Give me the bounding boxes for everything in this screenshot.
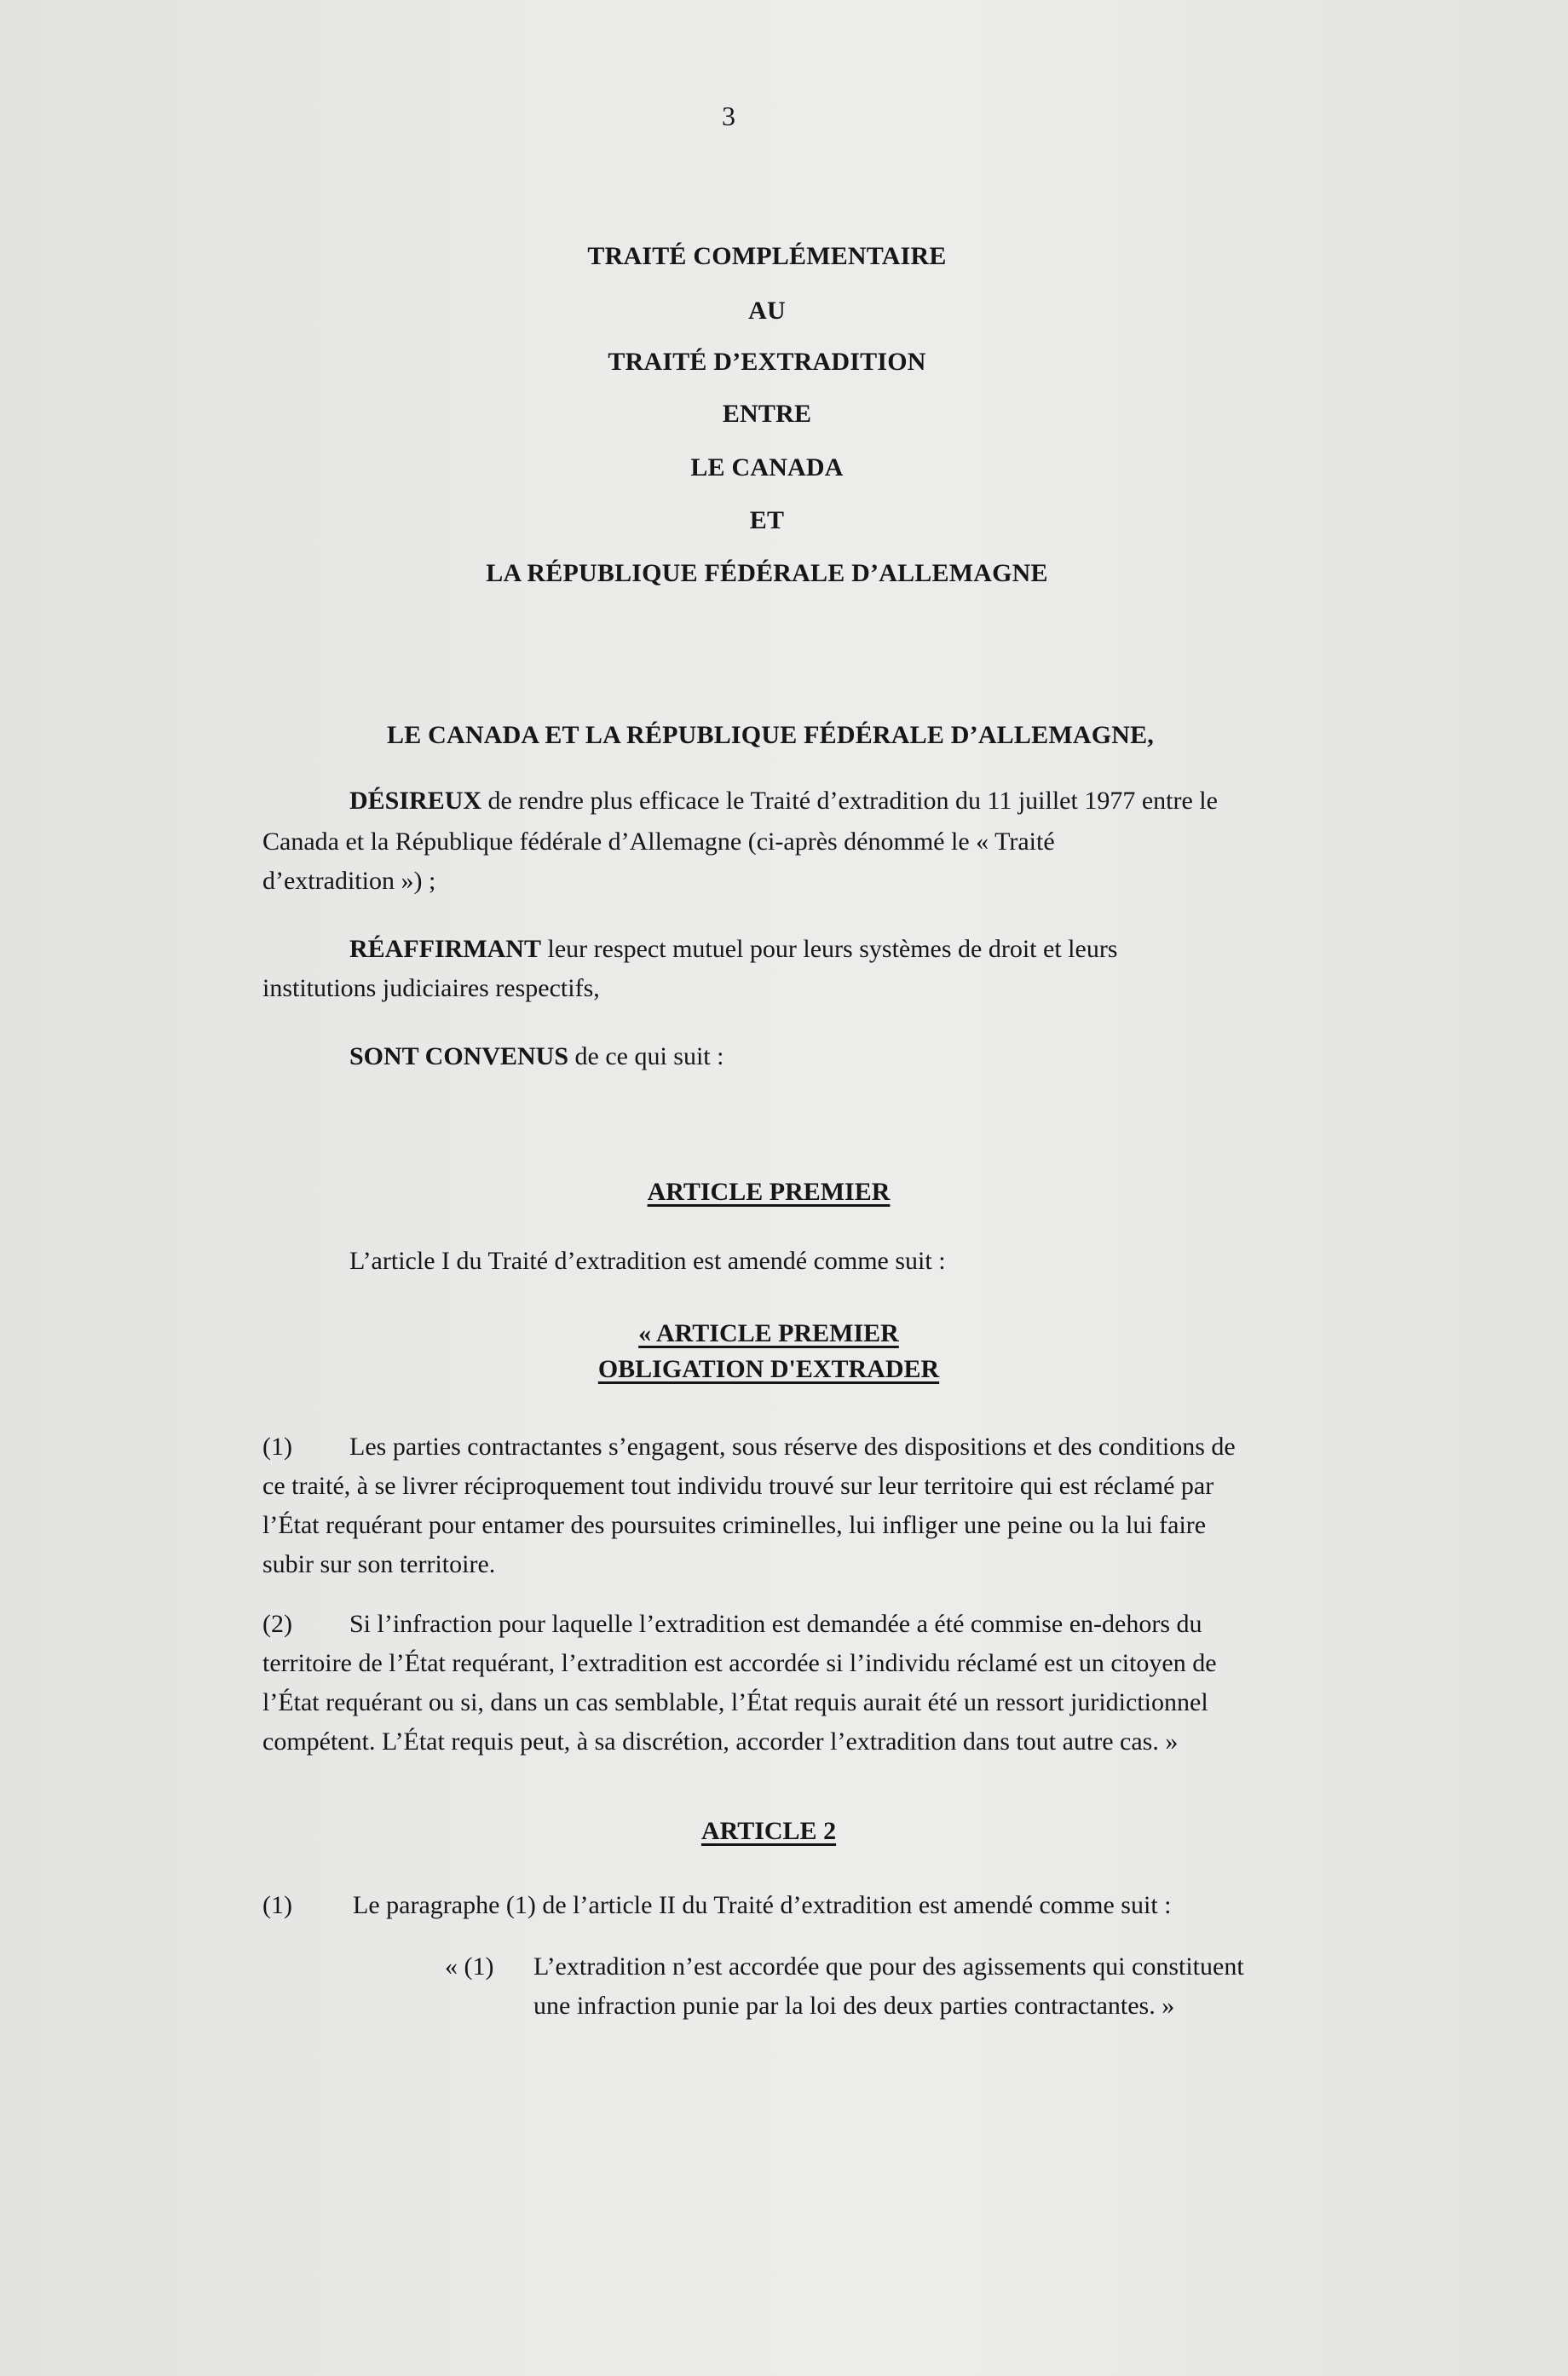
title-line-4: ENTRE: [722, 400, 812, 428]
title-line-3: TRAITÉ D’EXTRADITION: [608, 348, 926, 376]
article-2-quoted-number: « (1): [445, 1952, 494, 1981]
reaffirmant-keyword: RÉAFFIRMANT: [349, 935, 541, 963]
sont-convenus-keyword: SONT CONVENUS: [349, 1042, 569, 1070]
reaffirmant-line-1: [349, 931, 1117, 968]
page-number: 3: [722, 101, 735, 131]
quoted-article-subheading: OBLIGATION D'EXTRADER: [597, 1355, 940, 1383]
desireux-line-3: d’extradition ») ;: [262, 867, 436, 895]
article-1-para-2-line-3: l’État requérant ou si, dans un cas semblable, l’État requis aurait été un ressort juridictionnel: [262, 1688, 1208, 1716]
article-2-quoted-line-2: une infraction punie par la loi des deux parties contractantes. »: [533, 1992, 1175, 2020]
article-1-para-1-number: (1): [262, 1433, 292, 1461]
article-1-para-2-line-4: compétent. L’État requis peut, à sa discrétion, accorder l’extradition dans tout autre cas. »: [262, 1727, 1179, 1756]
article-1-para-1-line-1: Les parties contractantes s’engagent, sous réserve des dispositions et des conditions de: [349, 1433, 1236, 1461]
article-1-para-2-line-1: Si l’infraction pour laquelle l’extradition est demandée a été commise en-dehors du: [349, 1610, 1202, 1638]
article-2-heading: ARTICLE 2: [700, 1817, 837, 1845]
article-1-para-2-number: (2): [262, 1610, 292, 1638]
article-1-para-1-line-3: l’État requérant pour entamer des poursuites criminelles, lui infliger une peine ou la lui faire: [262, 1511, 1207, 1539]
article-1-para-1-line-2: ce traité, à se livrer réciproquement tout individu trouvé sur leur territoire qui est réclamé par: [262, 1472, 1214, 1500]
title-line-5: LE CANADA: [690, 453, 844, 482]
desireux-line-2: Canada et la République fédérale d’Allemagne (ci-après dénommé le « Traité: [262, 828, 1055, 856]
title-line-1: TRAITÉ COMPLÉMENTAIRE: [587, 242, 947, 270]
article-1-heading: ARTICLE PREMIER: [647, 1178, 891, 1206]
title-line-7: LA RÉPUBLIQUE FÉDÉRALE D’ALLEMAGNE: [486, 559, 1048, 587]
desireux-line-1: [349, 782, 1218, 820]
title-line-2: AU: [748, 297, 786, 325]
quoted-article-heading: « ARTICLE PREMIER: [638, 1319, 899, 1347]
article-2-quoted-line-1: L’extradition n’est accordée que pour des agissements qui constituent: [533, 1952, 1244, 1981]
sont-convenus-line: [349, 1038, 723, 1076]
desireux-keyword: DÉSIREUX: [349, 787, 482, 815]
article-1-intro: L’article I du Traité d’extradition est amendé comme suit :: [349, 1247, 946, 1275]
parties-line: LE CANADA ET LA RÉPUBLIQUE FÉDÉRALE D’ALLEMAGNE,: [386, 721, 1155, 749]
title-line-6: ET: [749, 506, 785, 534]
reaffirmant-text: leur respect mutuel pour leurs systèmes de droit et leurs: [541, 935, 1118, 963]
article-2-para-1-number: (1): [262, 1891, 292, 1919]
article-2-para-1-text: Le paragraphe (1) de l’article II du Traité d’extradition est amendé comme suit :: [353, 1891, 1172, 1919]
article-1-para-1-line-4: subir sur son territoire.: [262, 1550, 496, 1578]
article-1-para-2-line-2: territoire de l’État requérant, l’extradition est accordée si l’individu réclamé est un citoyen de: [262, 1649, 1217, 1677]
sont-convenus-text: de ce qui suit :: [568, 1042, 724, 1070]
reaffirmant-line-2: institutions judiciaires respectifs,: [262, 974, 600, 1002]
desireux-text: de rendre plus efficace le Traité d’extradition du 11 juillet 1977 entre le: [481, 787, 1218, 815]
